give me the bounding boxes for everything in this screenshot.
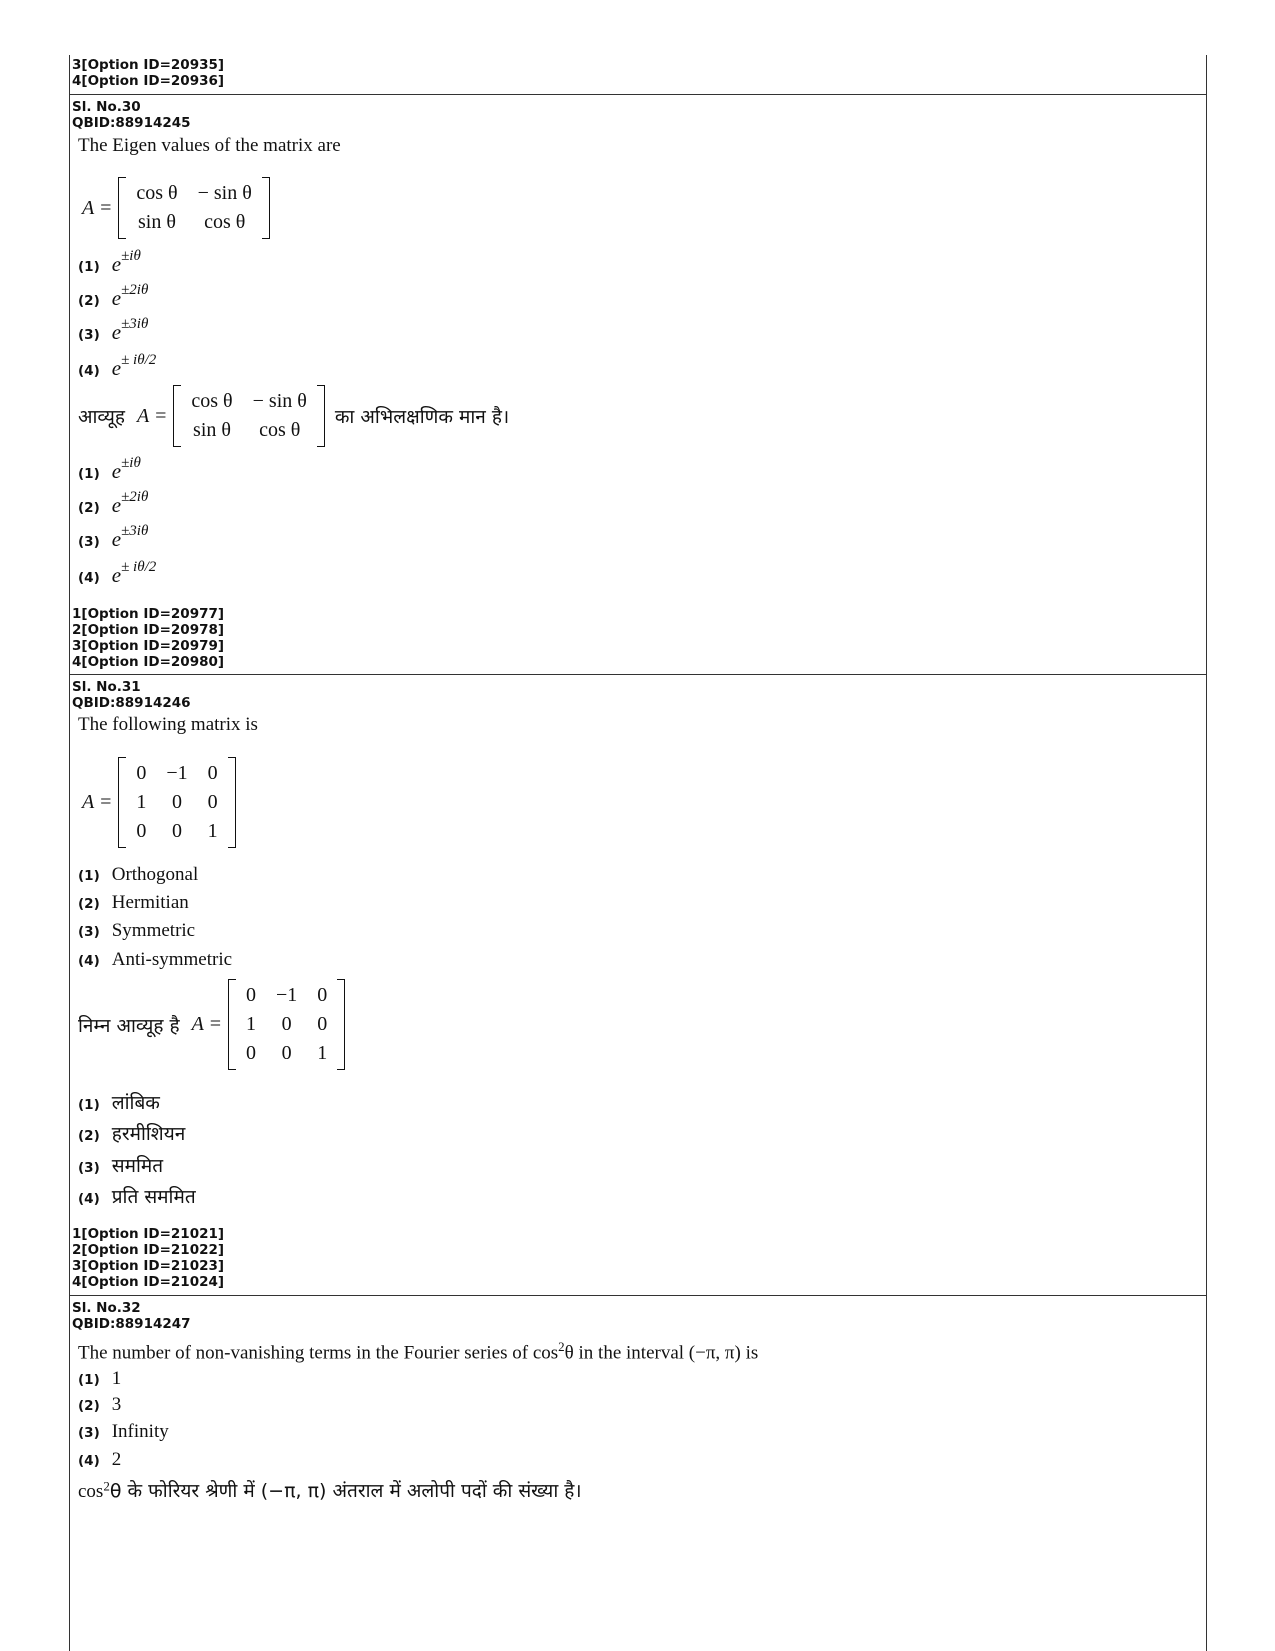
option-id-line: 3[Option ID=20935] — [72, 57, 225, 73]
question-en-prefix: The number of non-vanishing terms in the Fourier series of cos — [78, 1342, 559, 1364]
matrix-lhs: A = — [82, 196, 113, 219]
option-number: (2) — [78, 1128, 100, 1144]
matrix-body — [173, 385, 324, 447]
option-text: Orthogonal — [111, 864, 199, 885]
option-base: e — [111, 563, 122, 587]
question-hi-prefix: cos — [78, 1481, 104, 1502]
matrix-cell: cos θ — [204, 211, 246, 233]
matrix-cell: 0 — [245, 1042, 256, 1064]
option-id-line: 1[Option ID=21021] — [72, 1226, 225, 1242]
option-row — [78, 1421, 169, 1443]
matrix-cell: 1 — [245, 1013, 256, 1035]
option-text: प्रति सममित — [111, 1186, 196, 1208]
option-text: Hermitian — [111, 892, 189, 913]
matrix-lhs: A = — [82, 791, 113, 813]
matrix-cell: 0 — [317, 1013, 328, 1035]
option-row — [78, 352, 156, 381]
option-base: e — [111, 527, 122, 551]
option-number: (4) — [78, 1453, 100, 1469]
matrix-cell: cos θ — [191, 390, 233, 412]
option-number: (4) — [78, 953, 100, 969]
matrix-cell: sin θ — [138, 211, 176, 233]
option-row — [78, 1394, 121, 1416]
serial-number: Sl. No.31 — [72, 679, 141, 695]
option-text: 3 — [111, 1394, 122, 1415]
option-number: (2) — [78, 293, 100, 309]
matrix-body — [228, 979, 345, 1070]
option-number: (1) — [78, 1097, 100, 1113]
option-exponent: ±3iθ — [121, 523, 149, 539]
serial-number: Sl. No.32 — [72, 1300, 141, 1316]
option-id-line: 3[Option ID=21023] — [72, 1258, 225, 1274]
matrix-cell: − sin θ — [252, 390, 307, 412]
option-id-line: 4[Option ID=20936] — [72, 73, 225, 89]
option-text: 2 — [111, 1449, 122, 1470]
matrix-cell: sin θ — [193, 419, 231, 441]
matrix-lhs: A = — [191, 1013, 222, 1035]
option-number: (3) — [78, 924, 100, 940]
divider — [70, 674, 1206, 675]
question-text-hi — [78, 1477, 582, 1503]
matrix-cell: 0 — [317, 984, 328, 1006]
option-number: (4) — [78, 1191, 100, 1207]
option-id-line: 3[Option ID=20979] — [72, 638, 225, 654]
qbid: QBID:88914245 — [72, 115, 191, 131]
question-hi-suffix: θ के फोरियर श्रेणी में (−π, π) अंतराल में अलोपी पदों की संख्या है। — [109, 1480, 582, 1502]
qbid: QBID:88914246 — [72, 695, 191, 711]
option-number: (3) — [78, 534, 100, 550]
option-number: (4) — [78, 570, 100, 586]
option-row — [78, 949, 232, 971]
option-base: e — [111, 356, 122, 380]
option-exponent: ± iθ/2 — [121, 559, 157, 575]
matrix-cell: 1 — [207, 820, 218, 842]
option-base: e — [111, 252, 122, 276]
option-exponent: ±iθ — [121, 455, 141, 471]
option-row — [78, 1183, 196, 1209]
option-number: (2) — [78, 896, 100, 912]
matrix-cell: 0 — [172, 820, 182, 842]
option-row — [78, 489, 148, 518]
matrix-cell: 0 — [136, 762, 147, 784]
question-text-hi — [78, 385, 509, 447]
option-row — [78, 559, 156, 588]
question-text-hi — [78, 979, 345, 1070]
option-row — [78, 523, 148, 552]
option-row — [78, 920, 195, 942]
qbid: QBID:88914247 — [72, 1316, 191, 1332]
question-paper-sheet — [69, 55, 1207, 1651]
question-hi-suffix: का अभिलक्षणिक मान है। — [334, 406, 510, 428]
matrix-cell: 0 — [136, 820, 147, 842]
option-id-line: 2[Option ID=20978] — [72, 622, 225, 638]
option-base: e — [111, 286, 122, 310]
exponent: 2 — [103, 1478, 110, 1494]
matrix-cell: 0 — [172, 791, 182, 813]
option-row — [78, 1089, 160, 1115]
option-text: लांबिक — [111, 1092, 160, 1114]
option-number: (1) — [78, 1372, 100, 1388]
question-hi-prefix: आव्यूह — [78, 406, 126, 428]
option-number: (1) — [78, 466, 100, 482]
matrix-lhs: A = — [137, 404, 168, 427]
option-exponent: ±2iθ — [121, 489, 149, 505]
matrix-cell: cos θ — [259, 419, 301, 441]
option-base: e — [111, 493, 122, 517]
option-number: (1) — [78, 868, 100, 884]
option-text: हरमीशियन — [111, 1123, 186, 1145]
matrix-a-hi — [192, 979, 346, 1070]
option-id-line: 2[Option ID=21022] — [72, 1242, 225, 1258]
matrix-cell: −1 — [275, 984, 298, 1006]
question-text-en: The following matrix is — [78, 714, 258, 735]
matrix-cell: − sin θ — [197, 182, 252, 204]
option-base: e — [111, 320, 122, 344]
question-en-suffix: θ in the interval (−π, π) is — [564, 1342, 759, 1364]
option-text: Infinity — [111, 1421, 169, 1442]
option-id-line: 1[Option ID=20977] — [72, 606, 225, 622]
matrix-cell: 0 — [281, 1042, 292, 1064]
option-row — [78, 864, 198, 886]
divider — [70, 1295, 1206, 1296]
serial-number: Sl. No.30 — [72, 99, 141, 115]
matrix-a — [82, 757, 236, 848]
divider — [70, 94, 1206, 95]
matrix-body — [118, 177, 269, 239]
option-number: (3) — [78, 1425, 100, 1441]
matrix-cell: cos θ — [136, 182, 178, 204]
question-text-en: The Eigen values of the matrix are — [78, 135, 341, 156]
option-exponent: ±2iθ — [121, 282, 149, 298]
option-row — [78, 282, 148, 311]
matrix-cell: 0 — [207, 762, 218, 784]
option-text: Anti-symmetric — [111, 949, 233, 970]
option-number: (3) — [78, 1160, 100, 1176]
option-text: Symmetric — [111, 920, 196, 941]
option-id-line: 4[Option ID=21024] — [72, 1274, 225, 1290]
matrix-cell: 0 — [245, 984, 256, 1006]
option-exponent: ± iθ/2 — [121, 352, 157, 368]
exponent: 2 — [558, 1339, 565, 1354]
matrix-cell: −1 — [166, 762, 188, 784]
option-number: (4) — [78, 363, 100, 379]
option-exponent: ±3iθ — [121, 316, 149, 332]
matrix-body — [118, 757, 235, 848]
option-text: सममित — [111, 1155, 164, 1177]
option-number: (2) — [78, 500, 100, 516]
option-row — [78, 1120, 185, 1146]
option-number: (2) — [78, 1398, 100, 1414]
matrix-cell: 1 — [136, 791, 147, 813]
option-row — [78, 1368, 121, 1390]
option-id-line: 4[Option ID=20980] — [72, 654, 225, 670]
option-row — [78, 316, 148, 345]
option-exponent: ±iθ — [121, 248, 141, 264]
option-row — [78, 455, 141, 484]
matrix-a — [82, 177, 270, 239]
option-number: (1) — [78, 259, 100, 275]
matrix-a-hi — [137, 385, 325, 447]
matrix-cell: 0 — [281, 1013, 292, 1035]
option-row — [78, 248, 141, 277]
matrix-cell: 1 — [317, 1042, 328, 1064]
option-row — [78, 1449, 121, 1471]
option-number: (3) — [78, 327, 100, 343]
option-row — [78, 1152, 163, 1178]
option-base: e — [111, 459, 122, 483]
question-text-en — [78, 1339, 758, 1364]
option-text: 1 — [111, 1368, 122, 1389]
option-row — [78, 892, 189, 914]
question-hi-text: निम्न आव्यूह है — [78, 1014, 180, 1037]
matrix-cell: 0 — [207, 791, 218, 813]
